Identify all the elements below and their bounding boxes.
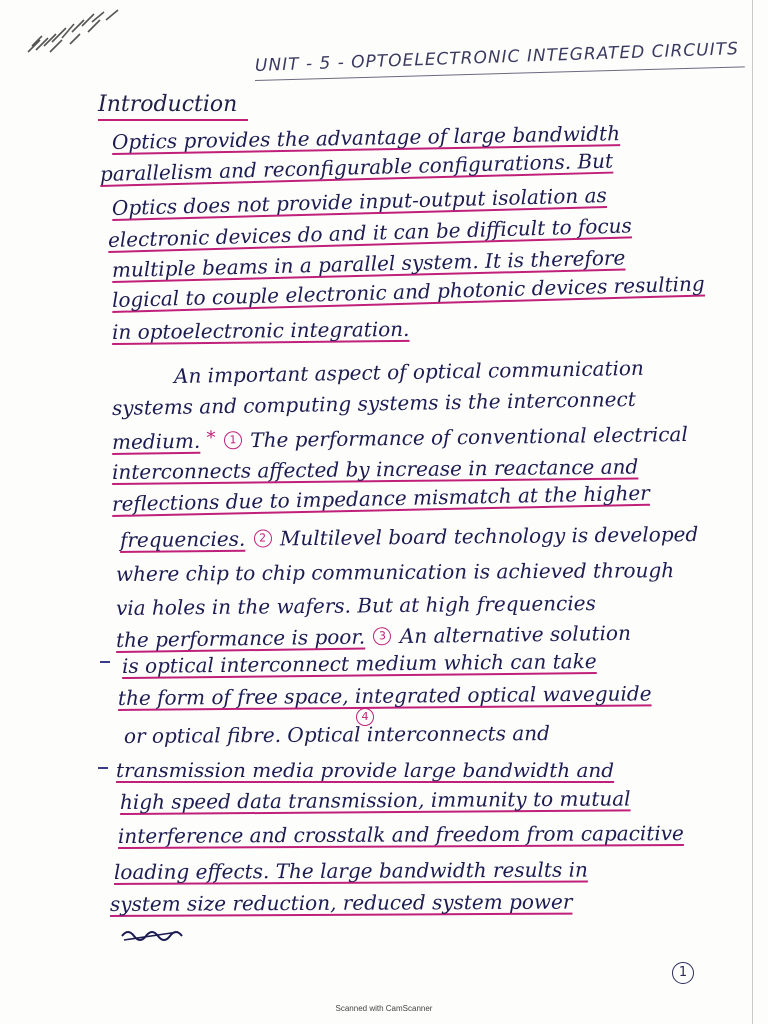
margin-dash-2 [98, 767, 108, 769]
text-line-21: high speed data transmission, immunity to mutual [119, 786, 631, 814]
text-line-14: where chip to chip communication is achieved through [115, 558, 675, 586]
text-line-16-start: the performance is poor. [115, 624, 366, 652]
point-marker-4: 4 [356, 708, 374, 726]
page-number: 1 [672, 962, 694, 984]
corner-scribble [22, 6, 142, 56]
text-line-7: in optoelectronic integration. [111, 316, 410, 344]
text-line-19-start: or optical fibre. [123, 722, 282, 748]
point-marker-1: 1 [224, 431, 242, 449]
text-line-6: logical to couple electronic and photonic devices resulting [111, 271, 705, 312]
text-line-15: via holes in the wafers. But at high frequencies [115, 590, 596, 620]
section-heading: Introduction [98, 92, 238, 117]
text-line-18: the form of free space, integrated optical waveguide [117, 681, 652, 710]
text-line-24: system size reduction, reduced system power [109, 889, 573, 916]
text-line-16-end: An alternative solution [399, 620, 632, 649]
text-line-11: interconnects affected by increase in reactance and [111, 454, 639, 484]
text-line-19 [124, 718, 744, 750]
text-line-3: Optics does not provide input-output isolation as [111, 183, 608, 220]
margin-dash-1 [100, 661, 110, 663]
text-line-5: multiple beams in a parallel system. It is therefore [111, 245, 626, 282]
text-line-22: interference and crosstalk and freedom from capacitive [117, 821, 684, 848]
text-line-2: parallelism and reconfigurable configurations. But [99, 148, 614, 186]
text-line-1: Optics provides the advantage of large bandwidth [111, 121, 621, 154]
point-marker-2: 2 [254, 529, 272, 547]
text-line-17: is optical interconnect medium which can take [121, 649, 597, 678]
right-margin-line [752, 0, 753, 1024]
scribbled-word [118, 924, 188, 946]
text-line-19-end: Optical interconnects and [287, 721, 550, 747]
text-line-9: systems and computing systems is the interconnect [111, 386, 636, 420]
scanner-watermark: Scanned with CamScanner [335, 1004, 433, 1013]
unit-title: UNIT - 5 - OPTOELECTRONIC INTEGRATED CIRCUITS [254, 39, 740, 76]
text-line-10 [112, 417, 732, 456]
star-mark: * [206, 427, 216, 449]
text-line-4: electronic devices do and it can be difficult to focus [107, 213, 633, 252]
text-line-12: reflections due to impedance mismatch at the higher [111, 480, 650, 516]
text-line-13 [120, 520, 740, 554]
text-line-13-start: frequencies. [119, 526, 246, 552]
text-line-13-end: Multilevel board technology is developed [279, 521, 699, 551]
text-line-23: loading effects. The large bandwidth results in [113, 857, 588, 884]
text-line-10-end: The performance of conventional electrical [250, 421, 688, 453]
text-line-20: transmission media provide large bandwidth and [116, 758, 615, 782]
text-line-8: An important aspect of optical communication [173, 355, 645, 388]
text-line-10-start: medium. [111, 428, 201, 454]
heading-underline [98, 119, 248, 121]
point-marker-3: 3 [373, 627, 391, 645]
